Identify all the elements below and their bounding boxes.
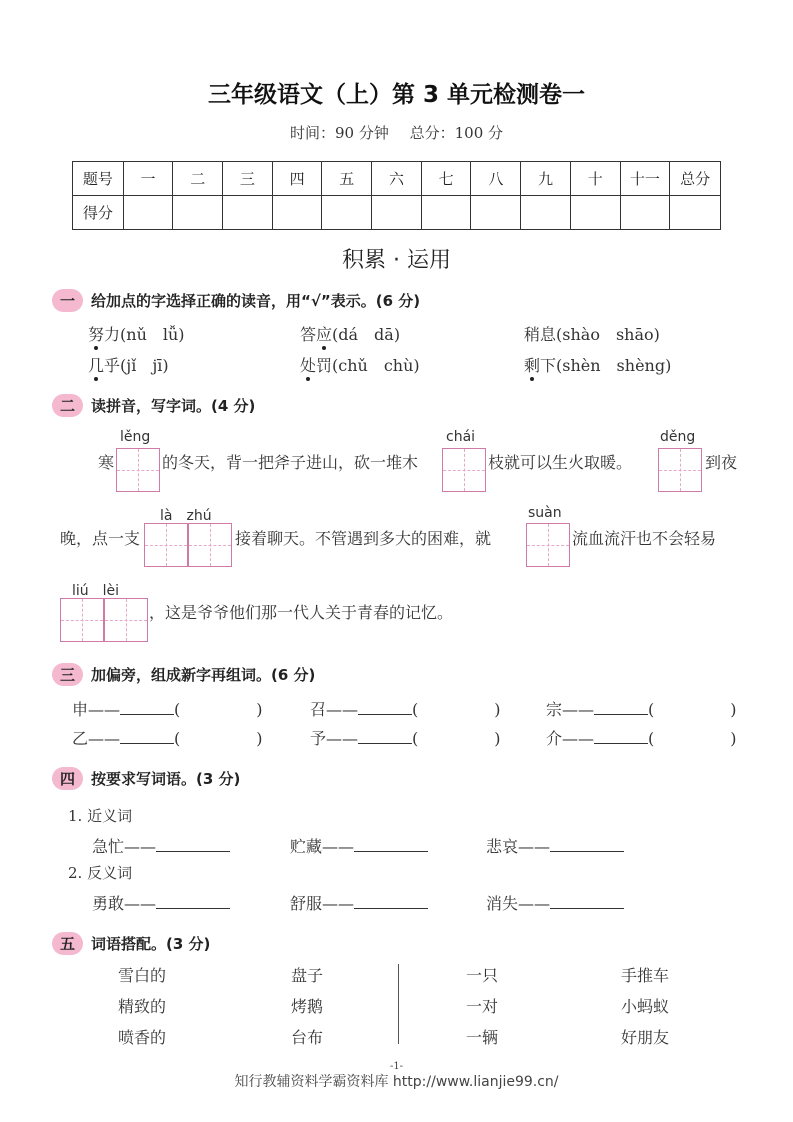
pinyin-label: děng [660,429,696,445]
page-number: -1- [389,1061,404,1072]
paren: ) [494,700,501,719]
item-text: 舒服—— [290,894,355,913]
item-text: 答 [300,325,317,344]
match-word-left[interactable]: 烤鹅 [291,997,324,1016]
match-word-left[interactable]: 台布 [291,1028,324,1047]
score-cell[interactable] [620,196,670,230]
question-number: 四 [52,767,83,790]
q4-item [486,834,624,857]
answer-line[interactable] [594,700,648,715]
answer-line[interactable] [120,729,174,744]
writing-box[interactable] [526,523,570,567]
table-cell: 九 [521,162,571,196]
q2-text: ，这是爷爷他们那一代人关于青春的记忆。 [149,603,454,622]
table-cell: 二 [173,162,223,196]
q2-text: 接着聊天。不管遇到多大的困难，就 [235,529,492,548]
paren: ( [412,729,419,748]
table-cell: 一 [123,162,173,196]
table-cell: 得分 [73,196,124,230]
table-cell: 五 [322,162,372,196]
q1-item [524,353,671,376]
writing-box[interactable] [104,598,148,642]
question-number: 二 [52,394,83,417]
score-cell[interactable] [173,196,223,230]
item-text: 贮藏—— [290,837,355,856]
writing-box[interactable] [116,448,160,492]
q2-text: 到夜 [705,453,738,472]
footer-watermark: 知行教辅资料学霸资料库 http://www.lianjie99.cn/ [234,1074,559,1090]
q1-item [300,322,400,345]
score-cell[interactable] [123,196,173,230]
question-prompt: 词语搭配。(3 分) [91,935,211,953]
q2-text: 的冬天，背一把斧子进山，砍一堆木 [162,453,419,472]
table-cell: 八 [471,162,521,196]
q4-item [486,891,624,914]
item-text: 悲哀—— [486,837,551,856]
item-text: 乙—— [72,729,121,748]
q2-text: 寒 [98,453,115,472]
pinyin-label: lěng [120,429,151,445]
dotted-char: 处 [300,356,317,375]
q1-item [524,322,660,345]
question-1-header [52,289,420,312]
answer-line[interactable] [156,894,230,909]
page-title: 三年级语文（上）第 3 单元检测卷一 [207,82,586,108]
score-cell[interactable] [322,196,372,230]
score-cell[interactable] [670,196,721,230]
answer-line[interactable] [550,894,624,909]
writing-box[interactable] [658,448,702,492]
answer-line[interactable] [354,837,428,852]
section-title: 积累 · 运用 [342,248,451,273]
paren: ) [256,729,263,748]
table-cell: 题号 [73,162,124,196]
score-cell[interactable] [521,196,571,230]
q3-item [72,726,263,749]
q3-item [310,697,501,720]
item-text: 宗—— [546,700,595,719]
question-number: 三 [52,663,83,686]
dotted-char: 努 [88,325,105,344]
exam-info [0,122,793,143]
table-cell: 十 [570,162,620,196]
paren: ) [494,729,501,748]
q2-text: 晚，点一支 [60,529,141,548]
match-word-left[interactable]: 雪白的 [118,966,167,985]
divider [398,964,399,1044]
pinyin-label: liú lèi [72,583,120,599]
match-word-right[interactable]: 一对 [466,997,499,1016]
answer-line[interactable] [358,700,412,715]
time-limit: 时间：90 分钟 [289,124,389,142]
question-prompt: 给加点的字选择正确的读音，用“√”表示。(6 分) [91,292,421,310]
score-cell[interactable] [223,196,273,230]
writing-box[interactable] [442,448,486,492]
item-text: 稍 [524,325,541,344]
dotted-char: 剩 [524,356,541,375]
score-table-header-row [73,162,721,196]
match-word-right[interactable]: 好朋友 [621,1028,670,1047]
score-table [72,161,721,230]
q4-item [290,834,428,857]
question-5-header [52,932,210,955]
score-cell[interactable] [471,196,521,230]
item-text: 召—— [310,700,359,719]
item-text: 予—— [310,729,359,748]
paren: ( [648,700,655,719]
match-word-left[interactable]: 喷香的 [118,1028,167,1047]
table-cell: 七 [421,162,471,196]
q4-subheading: 1. 近义词 [68,807,133,825]
writing-box[interactable] [60,598,104,642]
table-cell: 三 [223,162,273,196]
q3-item [310,726,501,749]
q4-item [290,891,428,914]
match-word-right[interactable]: 小蚂蚁 [621,997,670,1016]
table-cell: 十一 [620,162,670,196]
score-table-score-row [73,196,721,230]
question-prompt: 按要求写词语。(3 分) [91,770,241,788]
item-text: 急忙—— [92,837,157,856]
table-cell: 六 [372,162,422,196]
item-text: 罚(chǔ chù) [316,356,420,375]
paren: ( [648,729,655,748]
match-word-left[interactable]: 盘子 [291,966,324,985]
question-2-header [52,394,255,417]
q3-item [546,697,737,720]
answer-line[interactable] [594,729,648,744]
q4-item [92,834,230,857]
match-word-right[interactable]: 一辆 [466,1028,499,1047]
dotted-char: 几 [88,356,105,375]
question-4-header [52,767,240,790]
pinyin-label: suàn [528,505,562,521]
paren: ) [730,700,737,719]
q3-item [72,697,263,720]
item-text: 介—— [546,729,595,748]
question-number: 一 [52,289,83,312]
writing-box[interactable] [144,523,188,567]
item-text: (dá dā) [332,325,401,344]
table-cell: 总分 [670,162,721,196]
match-word-right[interactable]: 一只 [466,966,499,985]
item-text: 申—— [72,700,121,719]
question-prompt: 读拼音，写字词。(4 分) [91,397,256,415]
paren: ) [256,700,263,719]
total-score: 总分：100 分 [409,124,504,142]
score-cell[interactable] [570,196,620,230]
q1-item [88,322,185,345]
table-cell: 四 [272,162,322,196]
item-text: 勇敢—— [92,894,157,913]
item-text: 力(nǔ lǚ) [104,325,185,344]
dotted-char: 应 [316,325,333,344]
question-number: 五 [52,932,83,955]
match-word-left[interactable]: 精致的 [118,997,167,1016]
answer-line[interactable] [354,894,428,909]
q3-item [546,726,737,749]
score-cell[interactable] [372,196,422,230]
answer-line[interactable] [358,729,412,744]
answer-line[interactable] [550,837,624,852]
item-text: 消失—— [486,894,551,913]
paren: ( [174,700,181,719]
pinyin-label: chái [446,429,476,445]
answer-line[interactable] [120,700,174,715]
paren: ) [730,729,737,748]
question-prompt: 加偏旁，组成新字再组词。(6 分) [91,666,316,684]
item-text: 息(shào shāo) [540,325,660,344]
q4-subheading: 2. 反义词 [68,864,133,882]
pinyin-label: là zhú [160,508,212,524]
q2-text: 流血流汗也不会轻易 [572,529,717,548]
q1-item [88,353,169,376]
item-text: 乎(jǐ jī) [104,356,169,375]
q2-text: 枝就可以生火取暖。 [488,453,633,472]
paren: ( [174,729,181,748]
answer-line[interactable] [156,837,230,852]
score-cell[interactable] [272,196,322,230]
item-text: 下(shèn shèng) [540,356,672,375]
question-3-header [52,663,315,686]
writing-box[interactable] [188,523,232,567]
match-word-right[interactable]: 手推车 [621,966,670,985]
score-cell[interactable] [421,196,471,230]
paren: ( [412,700,419,719]
q1-item [300,353,420,376]
q4-item [92,891,230,914]
